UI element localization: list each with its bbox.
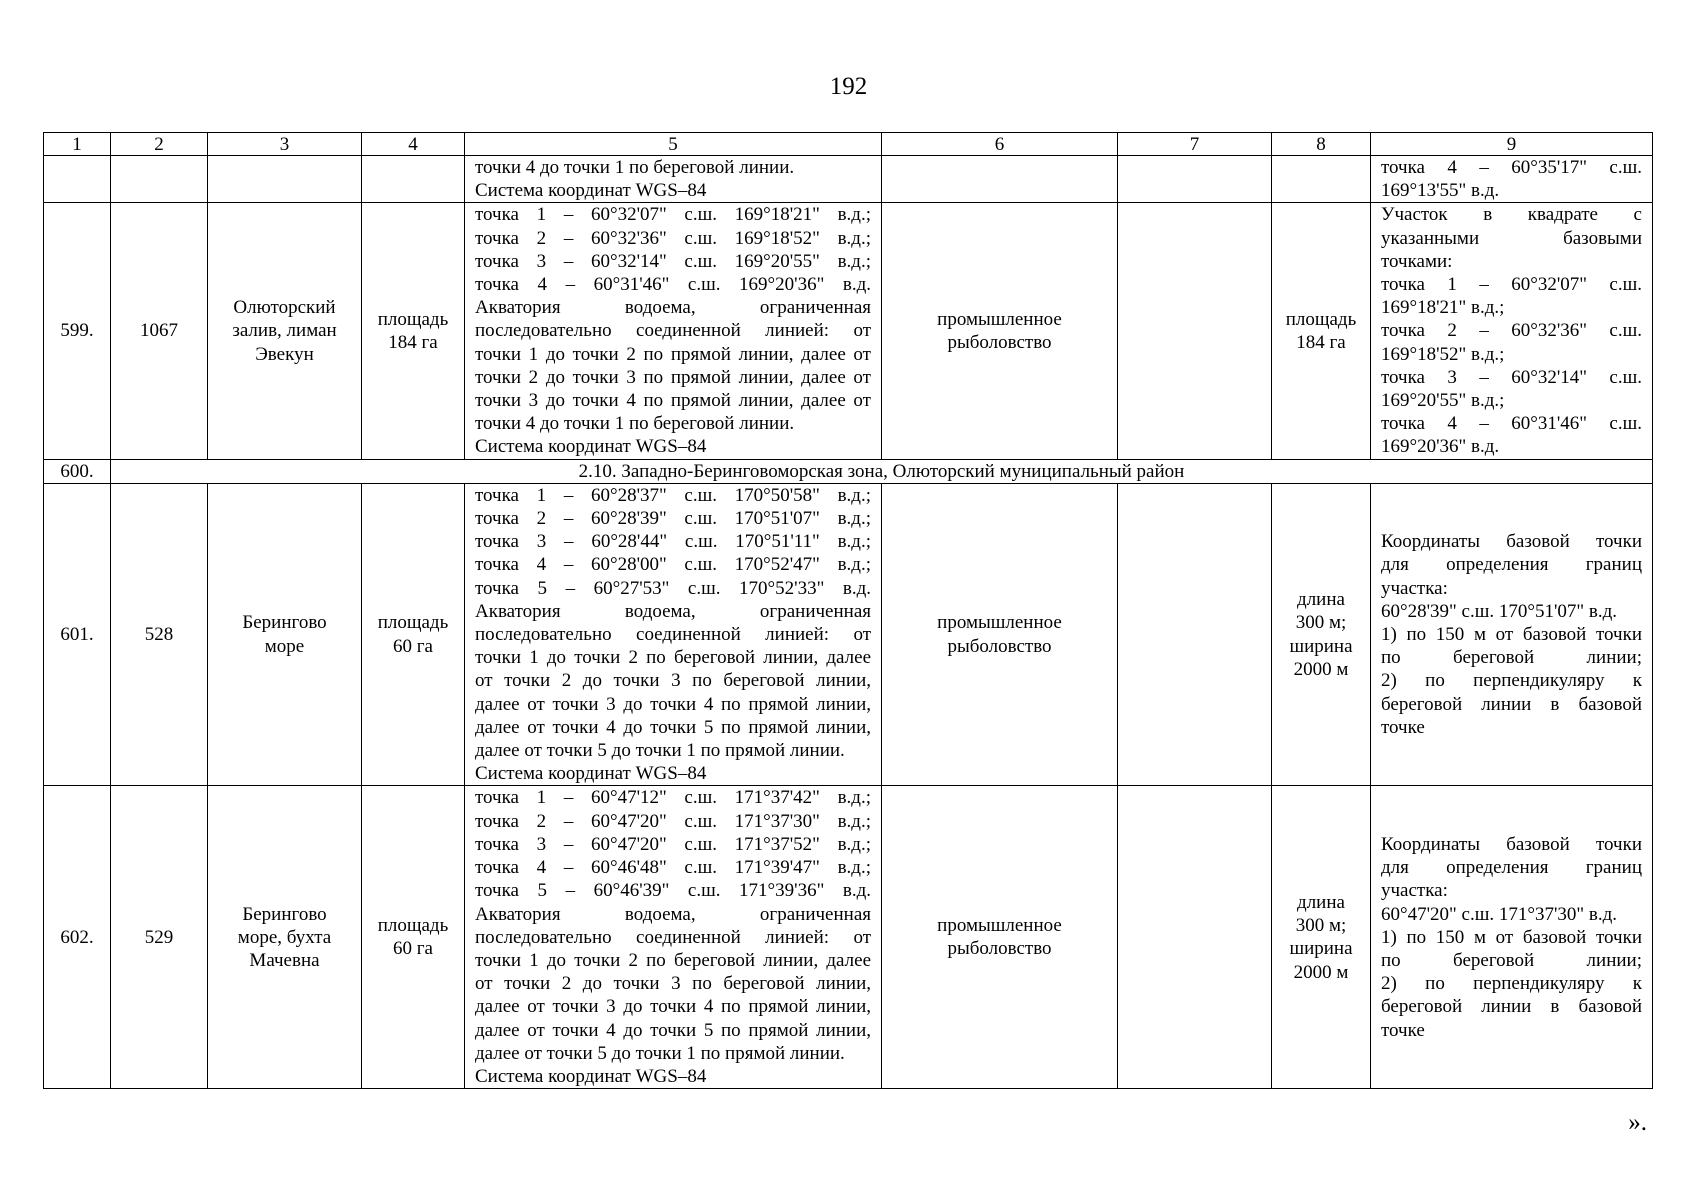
location-name: Берингово море xyxy=(208,483,362,786)
header-row xyxy=(44,133,1653,156)
usage-type: промышленное рыболовство xyxy=(882,786,1118,1089)
col7-cell xyxy=(1118,483,1272,786)
col7-cell xyxy=(1118,786,1272,1089)
section-title: 2.10. Западно-Беринговоморская зона, Олюторский муниципальный район xyxy=(111,459,1653,483)
site-id: 529 xyxy=(111,786,208,1089)
cont-boundary-description: точка 4 – 60°35'17" с.ш. 169°13'55" в.д. xyxy=(1371,156,1653,203)
col7-cell xyxy=(1118,203,1272,459)
header-cell: 2 xyxy=(111,133,208,156)
boundary-description: Участок в квадрате с указанными базовыми точками: точка 1 – 60°32'07" с.ш. 169°18'21" в.д.; точка 2 – 60°32'36" с.ш. 169°18'52" в.д.; точка 3 – 60°32'14" с.ш. 169°20'55" в.д.; точка 4 – 60°31'46" с.ш. 169°20'36" в.д. xyxy=(1371,203,1653,459)
data-table xyxy=(43,132,1653,1089)
table-row-601 xyxy=(44,483,1653,786)
header-cell: 4 xyxy=(362,133,465,156)
header-cell: 9 xyxy=(1371,133,1653,156)
site-size: площадь 184 га xyxy=(1272,203,1371,459)
table-row-602 xyxy=(44,786,1653,1089)
area-size: площадь 60 га xyxy=(362,786,465,1089)
table-row-continuation xyxy=(44,156,1653,203)
header-cell: 7 xyxy=(1118,133,1272,156)
header-cell: 3 xyxy=(208,133,362,156)
closing-quote: ». xyxy=(1628,1109,1647,1136)
usage-type: промышленное рыболовство xyxy=(882,483,1118,786)
table-row-599 xyxy=(44,203,1653,459)
header-cell: 6 xyxy=(882,133,1118,156)
boundary-description: Координаты базовой точки для определения границ участка: 60°47'20" с.ш. 171°37'30" в.д. 1) по 150 м от базовой точки по береговой линии; 2) по перпендикуляру к береговой линии в базовой точке xyxy=(1371,786,1653,1089)
row-number: 602. xyxy=(44,786,111,1089)
area-description: точка 1 – 60°32'07" с.ш. 169°18'21" в.д.; точка 2 – 60°32'36" с.ш. 169°18'52" в.д.; точка 3 – 60°32'14" с.ш. 169°20'55" в.д.; точка 4 – 60°31'46" с.ш. 169°20'36" в.д. Акватория водоема, ограниченная последовательно соединенной линией: от точки 1 до точки 2 по прямой линии, далее от точки 2 до точки 3 по прямой линии, далее от точки 3 до точки 4 по прямой линии, далее от точки 4 до точки 1 по береговой линии. Система координат WGS–84 xyxy=(465,203,882,459)
row-number: 599. xyxy=(44,203,111,459)
site-id: 528 xyxy=(111,483,208,786)
location-name: Олюторский залив, лиман Эвекун xyxy=(208,203,362,459)
row-number: 600. xyxy=(44,459,111,483)
location-name: Берингово море, бухта Мачевна xyxy=(208,786,362,1089)
row-number: 601. xyxy=(44,483,111,786)
header-cell: 1 xyxy=(44,133,111,156)
area-description: точка 1 – 60°47'12" с.ш. 171°37'42" в.д.; точка 2 – 60°47'20" с.ш. 171°37'30" в.д.; точка 3 – 60°47'20" с.ш. 171°37'52" в.д.; точка 4 – 60°46'48" с.ш. 171°39'47" в.д.; точка 5 – 60°46'39" с.ш. 171°39'36" в.д. Акватория водоема, ограниченная последовательно соединенной линией: от точки 1 до точки 2 по береговой линии, далее от точки 2 до точки 3 по береговой линии, далее от точки 3 до точки 4 по прямой линии, далее от точки 4 до точки 5 по прямой линии, далее от точки 5 до точки 1 по прямой линии. Система координат WGS–84 xyxy=(465,786,882,1089)
site-size: длина 300 м; ширина 2000 м xyxy=(1272,786,1371,1089)
cont-area-description: точки 4 до точки 1 по береговой линии. Система координат WGS–84 xyxy=(465,156,882,203)
area-description: точка 1 – 60°28'37" с.ш. 170°50'58" в.д.; точка 2 – 60°28'39" с.ш. 170°51'07" в.д.; точка 3 – 60°28'44" с.ш. 170°51'11" в.д.; точка 4 – 60°28'00" с.ш. 170°52'47" в.д.; точка 5 – 60°27'53" с.ш. 170°52'33" в.д. Акватория водоема, ограниченная последовательно соединенной линией: от точки 1 до точки 2 по береговой линии, далее от точки 2 до точки 3 по береговой линии, далее от точки 3 до точки 4 по прямой линии, далее от точки 4 до точки 5 по прямой линии, далее от точки 5 до точки 1 по прямой линии. Система координат WGS–84 xyxy=(465,483,882,786)
table-row-600-section xyxy=(44,459,1653,483)
area-size: площадь 184 га xyxy=(362,203,465,459)
area-size: площадь 60 га xyxy=(362,483,465,786)
boundary-description: Координаты базовой точки для определения границ участка: 60°28'39" с.ш. 170°51'07" в.д. 1) по 150 м от базовой точки по береговой линии; 2) по перпендикуляру к береговой линии в базовой точке xyxy=(1371,483,1653,786)
page-number: 192 xyxy=(829,73,868,100)
header-cell: 8 xyxy=(1272,133,1371,156)
site-size: длина 300 м; ширина 2000 м xyxy=(1272,483,1371,786)
header-cell: 5 xyxy=(465,133,882,156)
site-id: 1067 xyxy=(111,203,208,459)
usage-type: промышленное рыболовство xyxy=(882,203,1118,459)
